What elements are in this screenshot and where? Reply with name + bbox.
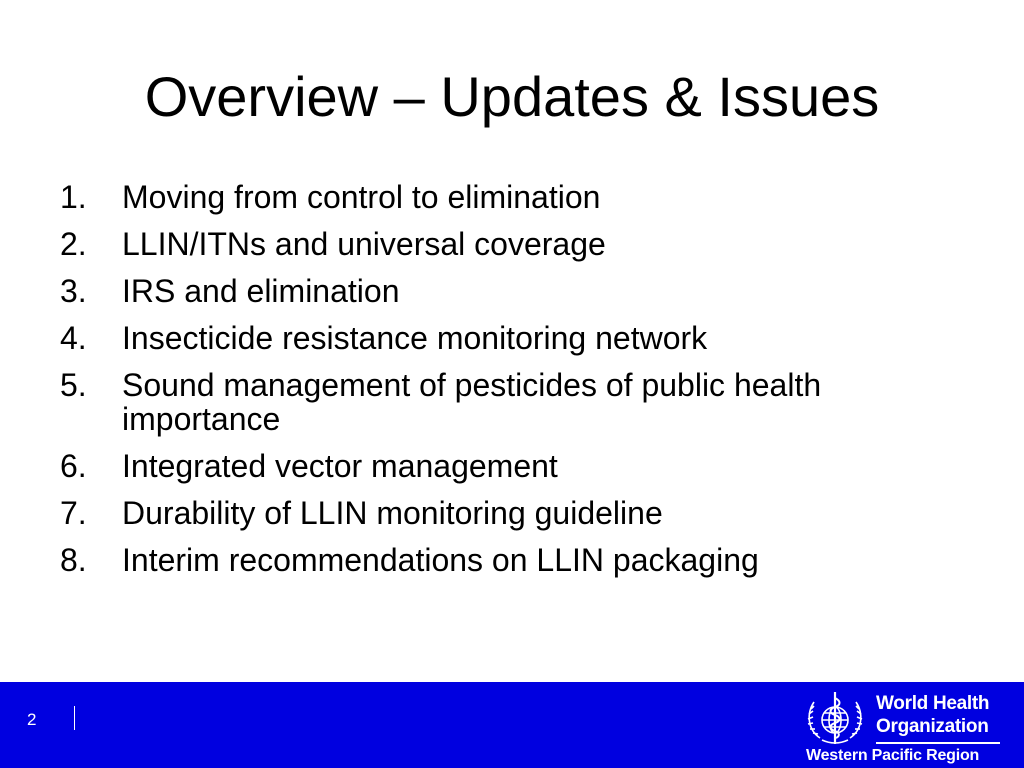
footer-divider	[74, 706, 75, 730]
who-logo-line-3: Western Pacific Region	[806, 747, 980, 764]
who-logo-line-1: World Health	[876, 693, 990, 714]
list-item-number: 6.	[60, 448, 87, 484]
list-item	[60, 274, 960, 308]
who-logo	[800, 686, 1010, 766]
list-item	[60, 543, 960, 577]
list-item-number: 4.	[60, 320, 87, 356]
list-item	[60, 321, 960, 355]
list-item-number: 3.	[60, 273, 87, 309]
list-item-text: Insecticide resistance monitoring network	[122, 320, 708, 356]
who-emblem-icon	[800, 690, 870, 748]
list-item-number: 2.	[60, 226, 87, 262]
who-logo-line-2: Organization	[876, 716, 989, 737]
who-logo-rule	[876, 742, 1000, 744]
list-item	[60, 368, 960, 436]
list-item-number: 5.	[60, 367, 87, 403]
list-item-text: Sound management of pesticides of public health importance	[122, 367, 822, 437]
list-item	[60, 449, 960, 483]
list-item-text: IRS and elimination	[122, 273, 400, 309]
overview-list	[60, 180, 960, 590]
list-item	[60, 227, 960, 261]
list-item	[60, 496, 960, 530]
list-item	[60, 180, 960, 214]
list-item-number: 1.	[60, 179, 87, 215]
list-item-text: Moving from control to elimination	[122, 179, 601, 215]
list-item-number: 8.	[60, 542, 87, 578]
slide-title: Overview – Updates & Issues	[144, 65, 880, 128]
list-item-text: Interim recommendations on LLIN packaging	[122, 542, 759, 578]
list-item-text: Durability of LLIN monitoring guideline	[122, 495, 663, 531]
list-item-text: Integrated vector management	[122, 448, 558, 484]
footer-bar	[0, 682, 1024, 768]
list-item-text: LLIN/ITNs and universal coverage	[122, 226, 606, 262]
page-number: 2	[27, 710, 37, 729]
list-item-number: 7.	[60, 495, 87, 531]
